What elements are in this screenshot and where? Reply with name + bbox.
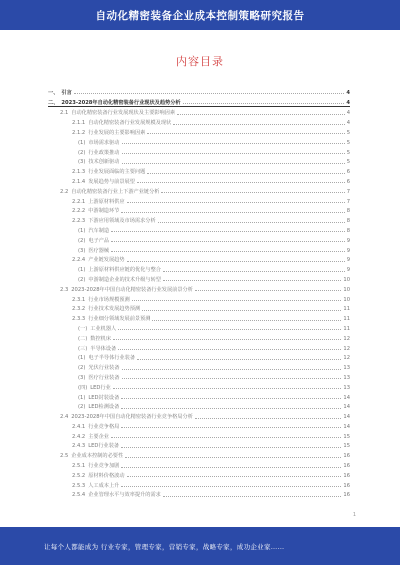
toc-leader-dots: [113, 338, 341, 340]
toc-entry-number: 2.1.1: [72, 120, 86, 127]
toc-entry-title: LED检测设备: [88, 404, 120, 411]
toc-entry-page: 16: [343, 492, 350, 499]
toc-entry-number: (2): [78, 404, 86, 411]
toc-entry-title: 半导体设备: [90, 345, 117, 352]
toc-entry-page: 9: [346, 257, 350, 264]
toc-entry-number: (一): [78, 325, 88, 332]
toc-leader-dots: [111, 230, 345, 232]
toc-entry-page: 11: [343, 325, 350, 332]
toc-entry-page: 9: [346, 267, 350, 274]
toc-entry-title: LED行业装备: [88, 443, 120, 450]
toc-entry-page: 4: [346, 89, 350, 96]
toc-entry[interactable]: [48, 244, 350, 254]
toc-leader-dots: [121, 426, 341, 428]
toc-entry-title: 行业竞争加剧: [88, 463, 120, 470]
toc-entry-number: 2.5: [60, 453, 69, 460]
toc-entry-number: 2.3: [60, 286, 69, 293]
toc-leader-dots: [195, 417, 341, 419]
toc-leader-dots: [118, 348, 341, 350]
toc-entry-number: 2.5.2: [72, 472, 86, 479]
toc-leader-dots: [132, 299, 342, 301]
toc-entry-page: 4: [346, 99, 350, 106]
toc-entry-page: 16: [343, 482, 350, 489]
toc-entry-page: 10: [343, 276, 350, 283]
toc-entry[interactable]: [48, 361, 350, 371]
toc-entry[interactable]: [48, 342, 350, 352]
toc-entry[interactable]: [48, 352, 350, 362]
toc-entry-page: 5: [346, 139, 350, 146]
toc-entry[interactable]: [48, 107, 350, 117]
toc-entry-title: 行业技术发展趋势预测: [88, 306, 141, 313]
toc-entry[interactable]: [48, 86, 350, 96]
toc-entry-page: 10: [343, 296, 350, 303]
toc-entry-title: 工业机器人: [90, 325, 117, 332]
toc-entry[interactable]: [48, 273, 350, 283]
toc-entry-title: 企业管理水平与效率提升的需求: [88, 492, 161, 499]
toc-entry-title: 发展趋势与前景展望: [88, 178, 135, 185]
toc-entry-title: 下游应用领域及市场需求分析: [88, 218, 156, 225]
toc-entry-page: 6: [346, 169, 350, 176]
toc-leader-dots: [173, 123, 344, 125]
toc-entry[interactable]: [48, 126, 350, 136]
toc-entry[interactable]: [48, 165, 350, 175]
toc-entry[interactable]: [48, 136, 350, 146]
toc-entry-number: 二、: [48, 99, 59, 106]
toc-leader-dots: [121, 211, 344, 213]
toc-entry-title: 行业竞争格局: [88, 423, 120, 430]
table-of-contents: [48, 86, 350, 498]
toc-entry-number: 2.1.4: [72, 178, 86, 185]
toc-entry-title: 产业链发展趋势: [88, 257, 125, 264]
toc-entry-title: 行业政策推动: [88, 149, 120, 156]
toc-entry-page: 14: [343, 404, 350, 411]
toc-entry-page: 5: [346, 129, 350, 136]
toc-leader-dots: [137, 358, 341, 360]
toc-entry[interactable]: [48, 371, 350, 381]
toc-entry-number: 一、: [48, 89, 59, 96]
toc-entry-page: 8: [346, 227, 350, 234]
toc-entry-number: (三): [78, 345, 88, 352]
toc-entry[interactable]: [48, 479, 350, 489]
toc-entry-number: 2.5.4: [72, 492, 86, 499]
toc-entry-title: 医疗器械: [88, 247, 110, 254]
toc-entry-number: (1): [78, 355, 86, 362]
toc-entry[interactable]: [48, 420, 350, 430]
toc-entry-title: 企业成本控制的必要性: [71, 453, 124, 460]
toc-leader-dots: [118, 328, 341, 330]
toc-entry-number: 2.3.3: [72, 316, 86, 323]
toc-entry-title: 中游制造环节: [88, 208, 120, 215]
toc-entry-number: 2.2.4: [72, 257, 86, 264]
toc-entry-page: 16: [343, 453, 350, 460]
toc-entry-title: LED行业: [90, 384, 111, 391]
toc-leader-dots: [147, 132, 344, 134]
toc-leader-dots: [127, 260, 345, 262]
header-bar: [0, 0, 400, 30]
toc-entry[interactable]: [48, 293, 350, 303]
toc-entry-page: 10: [343, 286, 350, 293]
toc-entry-title: 汽车制造: [88, 227, 110, 234]
toc-entry-page: 8: [346, 208, 350, 215]
toc-entry[interactable]: [48, 410, 350, 420]
toc-leader-dots: [152, 319, 341, 321]
toc-entry-number: (3): [78, 374, 86, 381]
toc-entry-page: 16: [343, 463, 350, 470]
toc-entry[interactable]: [48, 489, 350, 499]
toc-entry-title: 上游原材料供应链的优化与整合: [88, 267, 161, 274]
toc-leader-dots: [113, 387, 342, 389]
toc-entry-title: 光伏行业装备: [88, 365, 120, 372]
toc-entry-title: 原材料价格波动: [88, 472, 125, 479]
toc-entry[interactable]: [48, 440, 350, 450]
toc-entry-number: (2): [78, 276, 86, 283]
toc-entry-number: (3): [78, 247, 86, 254]
toc-entry[interactable]: [48, 116, 350, 126]
toc-entry-page: 15: [343, 443, 350, 450]
toc-entry-page: 12: [343, 355, 350, 362]
toc-heading: 内容目录: [176, 55, 224, 68]
toc-entry-title: 上游原材料供应: [88, 198, 125, 205]
toc-entry-title: 2023-2028年自动化精密装备行业现状及趋势分析: [61, 99, 181, 106]
toc-entry[interactable]: [48, 214, 350, 224]
toc-leader-dots: [127, 475, 342, 477]
toc-entry-title: 行业细分领域发展前景预测: [88, 316, 151, 323]
toc-leader-dots: [121, 466, 341, 468]
toc-entry[interactable]: [48, 263, 350, 273]
toc-entry[interactable]: [48, 322, 350, 332]
toc-entry-page: 8: [346, 218, 350, 225]
toc-entry[interactable]: [48, 205, 350, 215]
toc-leader-dots: [177, 113, 345, 115]
toc-entry[interactable]: [48, 430, 350, 440]
toc-entry-title: 主要企业: [88, 433, 109, 440]
toc-entry-number: 2.4.3: [72, 443, 86, 450]
toc-entry-number: (3): [78, 159, 86, 166]
toc-leader-dots: [121, 446, 341, 448]
toc-entry-number: 2.2.1: [72, 198, 86, 205]
toc-entry[interactable]: [48, 146, 350, 156]
toc-leader-dots: [122, 377, 342, 379]
toc-entry-number: 2.1.3: [72, 169, 86, 176]
toc-entry-number: 2.3.1: [72, 296, 86, 303]
toc-leader-dots: [142, 309, 341, 311]
toc-entry[interactable]: [48, 391, 350, 401]
toc-leader-dots: [163, 279, 341, 281]
toc-entry-number: 2.1: [60, 110, 69, 117]
toc-entry-page: 4: [346, 120, 350, 127]
toc-entry-number: 2.5.1: [72, 463, 86, 470]
toc-entry-page: 4: [346, 110, 350, 117]
toc-entry[interactable]: [48, 156, 350, 166]
toc-entry-number: 2.3.2: [72, 306, 86, 313]
toc-entry-page: 12: [343, 335, 350, 342]
toc-entry-number: 2.2.3: [72, 218, 86, 225]
toc-leader-dots: [111, 436, 341, 438]
toc-entry-title: 技术创新驱动: [88, 159, 120, 166]
toc-entry-page: 11: [343, 316, 350, 323]
toc-entry-page: 15: [343, 433, 350, 440]
toc-entry-number: (2): [78, 365, 86, 372]
footer-slogan: 让每个人都能成为 行业专家，管理专家，营销专家，战略专家，成功企业家……: [44, 542, 285, 551]
toc-entry-page: 13: [343, 374, 350, 381]
toc-leader-dots: [121, 485, 341, 487]
toc-entry-page: 5: [346, 159, 350, 166]
toc-entry-title: 行业市场规模预测: [88, 296, 130, 303]
toc-leader-dots: [147, 172, 344, 174]
toc-entry-number: (四): [78, 384, 88, 391]
toc-entry-number: 2.1.2: [72, 129, 86, 136]
toc-entry[interactable]: [48, 449, 350, 459]
toc-leader-dots: [125, 456, 341, 458]
toc-entry-page: 5: [346, 149, 350, 156]
toc-entry-title: 电子产品: [88, 237, 110, 244]
toc-entry-page: 7: [346, 188, 350, 195]
toc-leader-dots: [122, 368, 342, 370]
toc-entry[interactable]: [48, 254, 350, 264]
toc-entry-title: 数控机床: [90, 335, 112, 342]
toc-entry-title: 引言: [61, 89, 72, 96]
toc-entry-title: 医疗行业装备: [88, 374, 120, 381]
toc-leader-dots: [122, 162, 345, 164]
toc-leader-dots: [158, 221, 345, 223]
toc-leader-dots: [163, 495, 342, 497]
toc-entry-title: 2023-2028年中国自动化精密装备行业竞争格局分析: [71, 414, 193, 421]
toc-entry-page: 16: [343, 472, 350, 479]
toc-leader-dots: [161, 191, 344, 193]
toc-entry-title: 人工成本上升: [88, 482, 120, 489]
toc-entry-title: 2023-2028年中国自动化精密装备行业发展前景分析: [71, 286, 193, 293]
toc-leader-dots: [74, 92, 345, 94]
toc-entry-title: 自动化精密装备行业发展现状及主要影响因素: [71, 110, 176, 117]
toc-entry-title: 市场需求驱动: [88, 139, 120, 146]
toc-entry-page: 11: [343, 306, 350, 313]
toc-entry[interactable]: [48, 224, 350, 234]
toc-entry-page: 7: [346, 198, 350, 205]
toc-entry[interactable]: [48, 381, 350, 391]
toc-entry-page: 13: [343, 365, 350, 372]
toc-entry-page: 14: [343, 423, 350, 430]
toc-entry-number: (2): [78, 149, 86, 156]
page-number: 1: [352, 512, 356, 518]
toc-entry-number: 2.4: [60, 414, 69, 421]
toc-entry[interactable]: [48, 195, 350, 205]
toc-entry-title: 行业发展的主要影响因素: [88, 129, 146, 136]
toc-entry-number: 2.5.3: [72, 482, 86, 489]
toc-entry[interactable]: [48, 312, 350, 322]
toc-entry-title: LED封装设备: [88, 394, 120, 401]
toc-leader-dots: [122, 142, 345, 144]
toc-entry-page: 9: [346, 237, 350, 244]
toc-entry-title: 电子半导体行业装备: [88, 355, 136, 362]
toc-leader-dots: [121, 397, 341, 399]
toc-entry-number: (二): [78, 335, 88, 342]
toc-entry[interactable]: [48, 303, 350, 313]
toc-entry-number: (1): [78, 139, 86, 146]
toc-entry-title: 行业发展面临的主要问题: [88, 169, 146, 176]
toc-entry-title: 中游制造企业的技术升级与转型: [88, 276, 161, 283]
toc-leader-dots: [127, 201, 345, 203]
toc-entry-title: 自动化精密装备行业发展规模及现状: [88, 120, 172, 127]
toc-entry-number: (2): [78, 237, 86, 244]
toc-leader-dots: [163, 270, 345, 272]
toc-entry[interactable]: [48, 234, 350, 244]
toc-leader-dots: [111, 240, 345, 242]
toc-entry-page: 14: [343, 414, 350, 421]
toc-entry[interactable]: [48, 459, 350, 469]
report-title: 自动化精密装备企业成本控制策略研究报告: [95, 9, 305, 22]
toc-entry-number: 2.2: [60, 188, 69, 195]
toc-entry-number: 2.4.1: [72, 423, 86, 430]
toc-leader-dots: [137, 181, 345, 183]
toc-entry[interactable]: [48, 175, 350, 185]
toc-entry[interactable]: [48, 332, 350, 342]
toc-entry[interactable]: [48, 469, 350, 479]
toc-entry-number: (1): [78, 267, 86, 274]
toc-leader-dots: [122, 152, 345, 154]
toc-entry-number: 2.2.2: [72, 208, 86, 215]
toc-leader-dots: [195, 289, 341, 291]
toc-entry-number: 2.4.2: [72, 433, 86, 440]
toc-entry-title: 自动化精密装备行业上下游产业链分析: [71, 188, 160, 195]
toc-leader-dots: [121, 407, 341, 409]
toc-entry[interactable]: [48, 283, 350, 293]
footer-bar: [0, 527, 400, 565]
toc-leader-dots: [111, 250, 345, 252]
toc-entry-page: 6: [346, 178, 350, 185]
toc-entry-page: 12: [343, 345, 350, 352]
toc-entry[interactable]: [48, 185, 350, 195]
toc-entry-number: (1): [78, 227, 86, 234]
toc-entry-number: (1): [78, 394, 86, 401]
toc-entry-page: 13: [343, 384, 350, 391]
toc-entry-page: 9: [346, 247, 350, 254]
toc-entry-page: 14: [343, 394, 350, 401]
toc-leader-dots: [183, 102, 345, 104]
toc-entry[interactable]: [48, 96, 350, 107]
toc-entry[interactable]: [48, 401, 350, 411]
